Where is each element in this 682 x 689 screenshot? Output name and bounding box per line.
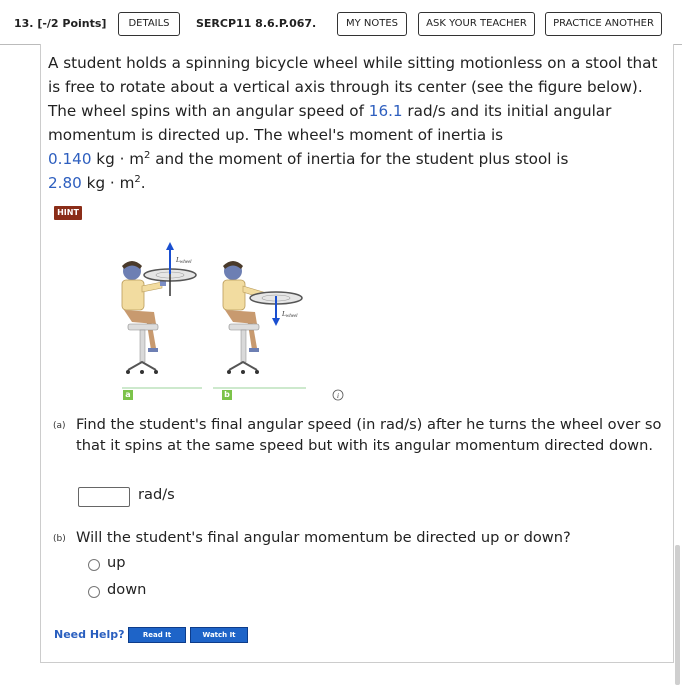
wheel-inertia-value: 0.140 <box>48 150 92 168</box>
part-b-label: (b) <box>53 534 66 544</box>
question-number: 13. [-/2 Points] <box>14 17 107 30</box>
figure-label-a: a <box>123 390 133 400</box>
unit-exponent-2: 2 <box>134 173 141 185</box>
wheel-b <box>250 292 302 326</box>
arrow-up-icon <box>166 242 174 250</box>
option-up-label: up <box>107 554 126 571</box>
practice-another-button[interactable]: PRACTICE ANOTHER <box>545 12 662 36</box>
problem-text-1: A student holds a spinning bicycle wheel while sitting motionless on a stool that is free to rotate about a vertical axis through its center (see the figure below). The wheel spins with an angular speed of <box>48 54 658 120</box>
info-icon-glyph: i <box>337 392 339 400</box>
problem-text-2: rad/s and its initial angular momentum is directed up. The wheel's moment of inertia is <box>48 102 612 144</box>
option-down-label: down <box>107 581 147 598</box>
problem-text-3: and the moment of inertia for the student plus stool is <box>150 150 569 168</box>
need-help-label: Need Help? <box>54 628 125 641</box>
problem-text-4: . <box>140 174 146 192</box>
part-b-question: Will the student's final angular momentum be directed up or down? <box>76 529 571 546</box>
unit-kg-m: kg · m <box>91 150 145 168</box>
unit-exponent: 2 <box>144 149 151 161</box>
arrow-down-icon <box>272 318 280 326</box>
part-a-unit: rad/s <box>138 486 175 503</box>
scrollbar[interactable] <box>675 545 680 685</box>
student-inertia-value: 2.80 <box>48 174 82 192</box>
figure-label-b: b <box>222 390 232 400</box>
student-b <box>223 261 272 374</box>
radio-up[interactable] <box>88 559 100 571</box>
figure-student-wheel <box>110 238 360 406</box>
hint-button[interactable]: HINT <box>54 206 82 220</box>
l-wheel-label-a: Lwheel <box>176 256 192 265</box>
part-a-label: (a) <box>53 421 66 431</box>
unit-kg-m-2: kg · m <box>81 174 135 192</box>
angular-speed-value: 16.1 <box>368 102 403 120</box>
read-it-button[interactable]: Read It <box>128 627 186 643</box>
l-wheel-label-b: Lwheel <box>282 310 298 319</box>
watch-it-button[interactable]: Watch It <box>190 627 248 643</box>
question-header <box>0 0 682 45</box>
ask-teacher-button[interactable]: ASK YOUR TEACHER <box>418 12 535 36</box>
radio-down[interactable] <box>88 586 100 598</box>
part-a-question: Find the student's final angular speed (in rad/s) after he turns the wheel over so that it spins at the same speed but with its angular momentum directed down. <box>76 416 662 454</box>
details-button[interactable]: DETAILS <box>118 12 180 36</box>
part-a-answer-input[interactable] <box>78 487 130 507</box>
problem-code: SERCP11 8.6.P.067. <box>196 17 317 30</box>
my-notes-button[interactable]: MY NOTES <box>337 12 407 36</box>
problem-statement <box>48 51 658 195</box>
